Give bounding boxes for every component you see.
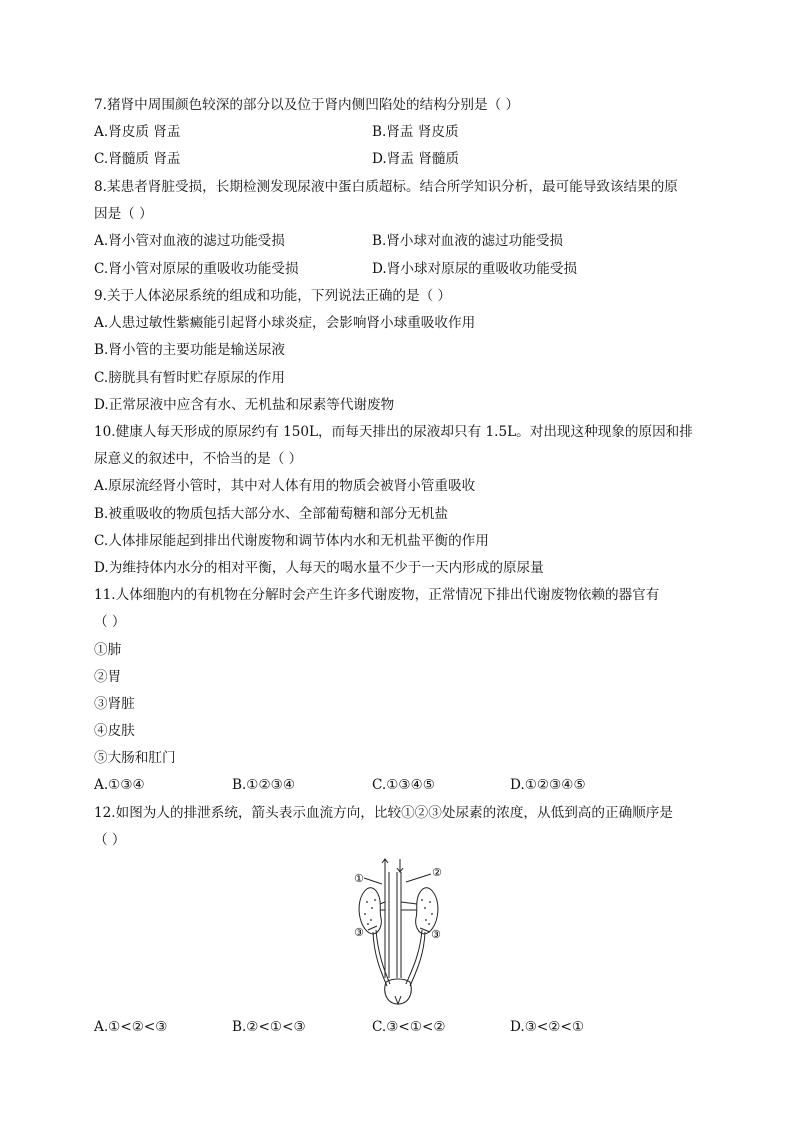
question-9-option-c[interactable]: C.膀胱具有暂时贮存原尿的作用 (94, 370, 285, 386)
question-12-option-c[interactable]: C.③<①<② (372, 1019, 446, 1035)
question-7-option-a[interactable]: A.肾皮质 肾盂 (94, 124, 181, 140)
question-10-option-a[interactable]: A.原尿流经肾小管时，其中对人体有用的物质会被肾小管重吸收 (94, 478, 476, 494)
question-11-stem-line-2: （ ） (94, 614, 126, 630)
excretory-system-figure (354, 858, 444, 1006)
question-11-item-3: ③肾脏 (94, 696, 135, 712)
question-8-stem-line-1: 8.某患者肾脏受损，长期检测发现尿液中蛋白质超标。结合所学知识分析，最可能导致该结果的原 (94, 179, 678, 195)
question-11-option-d[interactable]: D.①②③④⑤ (510, 777, 586, 793)
question-11-option-c[interactable]: C.①③④⑤ (372, 777, 435, 793)
question-10-option-b[interactable]: B.被重吸收的物质包括大部分水、全部葡萄糖和部分无机盐 (94, 506, 449, 522)
question-9-option-d[interactable]: D.正常尿液中应含有水、无机盐和尿素等代谢废物 (94, 397, 395, 413)
question-11-stem-line-1: 11.人体细胞内的有机物在分解时会产生许多代谢废物，正常情况下排出代谢废物依赖的器官有 (94, 587, 660, 603)
figure-label-3-left: ③ (354, 926, 364, 939)
question-12-options-row (94, 1018, 700, 1036)
question-7-option-b[interactable]: B.肾盂 肾皮质 (372, 124, 459, 140)
question-8-stem-line-2: 因是（ ） (94, 206, 153, 222)
question-8-options-row-2 (94, 260, 700, 278)
figure-label-3-right: ③ (431, 928, 441, 941)
bladder (385, 979, 412, 1004)
question-10-stem-line-2: 尿意义的叙述中，不恰当的是（ ） (94, 451, 303, 467)
right-kidney (416, 888, 438, 934)
question-11-option-a[interactable]: A.①③④ (94, 777, 145, 793)
question-10-option-d[interactable]: D.为维持体内水分的相对平衡，人每天的喝水量不少于一天内形成的原尿量 (94, 560, 544, 576)
question-7-option-d[interactable]: D.肾盂 肾髓质 (372, 151, 460, 167)
question-12-stem-line-2: （ ） (94, 832, 126, 848)
question-11-item-5: ⑤大肠和肛门 (94, 750, 176, 766)
question-8-option-c[interactable]: C.肾小管对原尿的重吸收功能受损 (94, 261, 299, 277)
question-11-option-b[interactable]: B.①②③④ (232, 777, 296, 793)
question-9-option-a[interactable]: A.人患过敏性紫癜能引起肾小球炎症，会影响肾小球重吸收作用 (94, 315, 476, 331)
question-12-option-a[interactable]: A.①<②<③ (94, 1019, 168, 1035)
question-8-option-b[interactable]: B.肾小球对血液的滤过功能受损 (372, 233, 564, 249)
question-11-item-2: ②胃 (94, 669, 122, 685)
question-9-stem: 9.关于人体泌尿系统的组成和功能，下列说法正确的是（ ） (94, 288, 452, 304)
question-8-option-a[interactable]: A.肾小管对血液的滤过功能受损 (94, 233, 285, 249)
question-10-option-c[interactable]: C.人体排尿能起到排出代谢废物和调节体内水和无机盐平衡的作用 (94, 533, 489, 549)
question-8-option-d[interactable]: D.肾小球对原尿的重吸收功能受损 (372, 261, 578, 277)
question-12-stem-line-1: 12.如图为人的排泄系统，箭头表示血流方向，比较①②③处尿素的浓度，从低到高的正确顺序是 (94, 805, 673, 821)
question-12-option-b[interactable]: B.②<①<③ (232, 1019, 306, 1035)
question-11-item-1: ①肺 (94, 642, 122, 658)
question-8-options-row-1 (94, 232, 700, 250)
question-11-item-4: ④皮肤 (94, 723, 135, 739)
question-10-stem-line-1: 10.健康人每天形成的原尿约有 150L，而每天排出的尿液却只有 1.5L。对出现这种现象的原因和排 (94, 424, 693, 440)
question-9-option-b[interactable]: B.肾小管的主要功能是输送尿液 (94, 342, 286, 358)
question-7-options-row-2 (94, 150, 700, 168)
question-11-options-row (94, 776, 700, 794)
question-7-stem: 7.猪肾中周围颜色较深的部分以及位于肾内侧凹陷处的结构分别是（ ） (94, 97, 520, 113)
figure-label-2: ② (432, 866, 442, 879)
question-7-options-row-1 (94, 123, 700, 141)
question-12-option-d[interactable]: D.③<②<① (510, 1019, 585, 1035)
figure-label-1: ① (354, 872, 364, 885)
question-7-option-c[interactable]: C.肾髓质 肾盂 (94, 151, 181, 167)
